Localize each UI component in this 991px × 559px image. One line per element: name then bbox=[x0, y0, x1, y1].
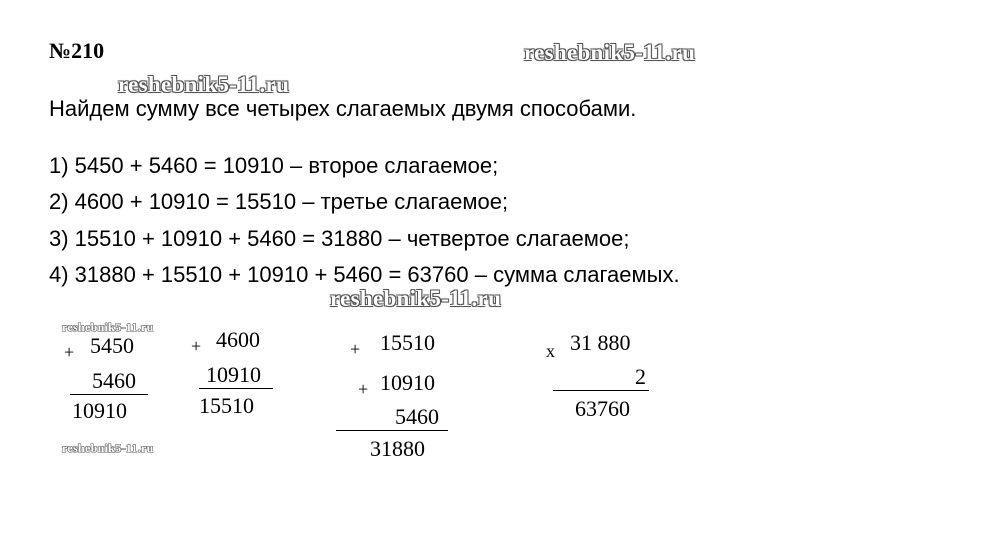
step-3: 3) 15510 + 10910 + 5460 = 31880 – четвертое слагаемое; bbox=[49, 226, 630, 251]
product-line bbox=[553, 390, 649, 391]
operand: 10910 bbox=[206, 362, 261, 387]
plus-sign: + bbox=[191, 336, 202, 356]
operand: 31 880 bbox=[570, 330, 631, 355]
result: 10910 bbox=[72, 398, 127, 423]
plus-sign: + bbox=[358, 379, 369, 399]
multiply-sign: x bbox=[546, 341, 555, 361]
step-2: 2) 4600 + 10910 = 15510 – третье слагаемое; bbox=[49, 189, 509, 214]
watermark: reshebnik5-11.ru bbox=[62, 320, 154, 334]
operand: 4600 bbox=[216, 327, 260, 352]
operand: 5460 bbox=[395, 404, 439, 429]
sum-line bbox=[199, 388, 273, 389]
watermark: reshebnik5-11.ru bbox=[62, 441, 154, 455]
plus-sign: + bbox=[350, 339, 361, 359]
watermark: reshebnik5-11.ru bbox=[524, 40, 696, 65]
operand: 10910 bbox=[380, 370, 435, 395]
operand: 15510 bbox=[380, 330, 435, 355]
intro-text: Найдем сумму все четырех слагаемых двумя способами. bbox=[49, 96, 637, 121]
result: 15510 bbox=[199, 393, 254, 418]
operand: 5460 bbox=[92, 368, 136, 393]
step-1: 1) 5450 + 5460 = 10910 – второе слагаемое; bbox=[49, 153, 499, 178]
operand: 5450 bbox=[90, 333, 134, 358]
plus-sign: + bbox=[64, 342, 75, 362]
result: 63760 bbox=[575, 396, 630, 421]
sum-line bbox=[70, 394, 148, 395]
step-4: 4) 31880 + 15510 + 10910 + 5460 = 63760 – сумма слагаемых. bbox=[49, 262, 680, 287]
result: 31880 bbox=[370, 436, 425, 461]
problem-number: №210 bbox=[49, 38, 105, 63]
watermark: reshebnik5-11.ru bbox=[330, 286, 502, 311]
sum-line bbox=[336, 430, 448, 431]
operand: 2 bbox=[635, 364, 646, 389]
watermark: reshebnik5-11.ru bbox=[118, 72, 290, 97]
